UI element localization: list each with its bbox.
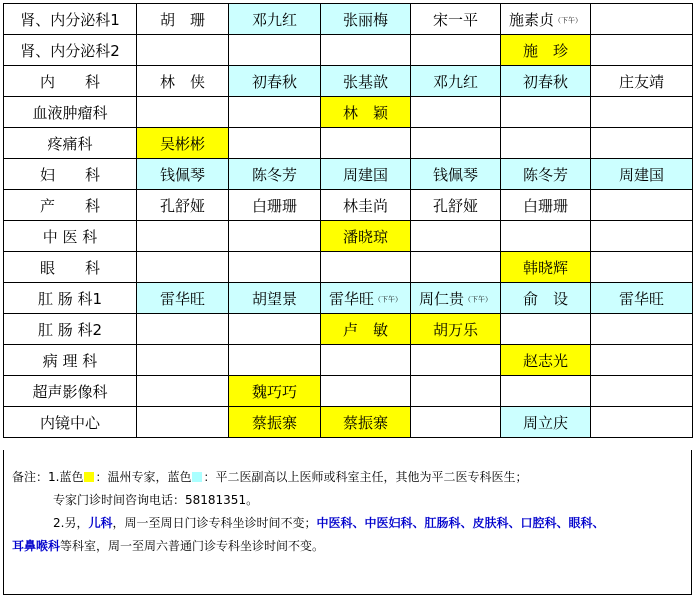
table-row (4, 314, 693, 345)
doctor-cell (321, 252, 411, 283)
doctor-cell (321, 221, 411, 252)
doctor-cell (229, 283, 321, 314)
doctor-cell (229, 252, 321, 283)
table-row (4, 376, 693, 407)
doctor-cell (137, 35, 229, 66)
table-row (4, 66, 693, 97)
doctor-name: 雷华旺 (618, 289, 664, 308)
doctor-name: 胡万乐 (432, 320, 478, 339)
doctor-cell (321, 4, 411, 35)
doctor-cell (411, 376, 501, 407)
doctor-name: 胡 珊 (159, 10, 205, 29)
doctor-name: 卢 敏 (342, 320, 388, 339)
yellow-swatch-icon (84, 472, 94, 482)
doctor-name: 施素贞 (508, 10, 554, 29)
note-highlight: 中医科、中医妇科、肛肠科、皮肤科、口腔科、眼科、 (316, 516, 605, 530)
doctor-cell (411, 221, 501, 252)
doctor-cell (321, 376, 411, 407)
schedule-sheet (3, 3, 692, 438)
department-cell: 内镜中心 (4, 407, 137, 438)
doctor-name: 初春秋 (251, 72, 297, 91)
doctor-name: 宋一平 (432, 10, 478, 29)
doctor-cell (501, 66, 591, 97)
doctor-name: 张丽梅 (342, 10, 388, 29)
afternoon-note: （下午） (464, 295, 492, 303)
note-line-1 (12, 466, 527, 489)
doctor-name: 韩晓辉 (522, 258, 568, 277)
department-cell: 肾、内分泌科2 (4, 35, 137, 66)
department-cell: 超声影像科 (4, 376, 137, 407)
doctor-name: 白珊珊 (522, 196, 568, 215)
doctor-name: 周建国 (618, 165, 664, 184)
table-row (4, 283, 693, 314)
doctor-cell (229, 314, 321, 345)
doctor-name: 林 侠 (159, 72, 205, 91)
doctor-name: 俞 设 (522, 289, 568, 308)
doctor-cell (321, 283, 411, 314)
doctor-cell (229, 97, 321, 128)
note-text: ：温州专家，蓝色 (95, 470, 192, 484)
department-cell: 肛 肠 科1 (4, 283, 137, 314)
doctor-cell (229, 190, 321, 221)
table-row (4, 4, 693, 35)
afternoon-note: （下午） (554, 16, 582, 24)
note-text: 专家门诊时间咨询电话：58181351。 (53, 493, 259, 507)
note-line-2 (53, 489, 258, 512)
doctor-name: 邓九红 (432, 72, 478, 91)
doctor-cell (229, 159, 321, 190)
note-text: 备注：1.蓝色 (12, 470, 84, 484)
doctor-cell (137, 97, 229, 128)
table-row (4, 128, 693, 159)
doctor-name: 潘晓琼 (342, 227, 388, 246)
table-row (4, 35, 693, 66)
note-text: ：平二医副高以上医师或科室主任，其他为平二医专科医生； (203, 470, 528, 484)
doctor-name: 钱佩琴 (159, 165, 205, 184)
doctor-cell (591, 190, 693, 221)
doctor-name: 钱佩琴 (432, 165, 478, 184)
doctor-cell (591, 283, 693, 314)
doctor-name: 蔡振寨 (342, 413, 388, 432)
department-cell: 妇 科 (4, 159, 137, 190)
doctor-name: 孔舒娅 (159, 196, 205, 215)
doctor-cell (321, 314, 411, 345)
doctor-name: 胡望景 (251, 289, 297, 308)
table-row (4, 345, 693, 376)
doctor-cell (591, 35, 693, 66)
doctor-cell (591, 376, 693, 407)
doctor-cell (501, 35, 591, 66)
doctor-cell (591, 314, 693, 345)
doctor-cell (501, 376, 591, 407)
doctor-cell (411, 97, 501, 128)
doctor-cell (411, 4, 501, 35)
cyan-swatch-icon (192, 472, 202, 482)
doctor-name: 邓九红 (251, 10, 297, 29)
doctor-name: 吴彬彬 (159, 134, 205, 153)
doctor-cell (321, 35, 411, 66)
doctor-cell (229, 35, 321, 66)
doctor-cell (137, 128, 229, 159)
doctor-cell (411, 128, 501, 159)
doctor-cell (137, 376, 229, 407)
doctor-cell (591, 97, 693, 128)
doctor-cell (229, 376, 321, 407)
doctor-cell (411, 314, 501, 345)
doctor-cell (501, 159, 591, 190)
doctor-cell (591, 345, 693, 376)
doctor-cell (411, 190, 501, 221)
doctor-cell (321, 159, 411, 190)
doctor-cell (229, 407, 321, 438)
doctor-name: 蔡振寨 (251, 413, 297, 432)
doctor-name: 孔舒娅 (432, 196, 478, 215)
doctor-cell (501, 97, 591, 128)
doctor-cell (137, 159, 229, 190)
doctor-name: 雷华旺 (328, 289, 374, 308)
doctor-cell (321, 66, 411, 97)
department-cell: 肾、内分泌科1 (4, 4, 137, 35)
schedule-body (4, 4, 693, 438)
doctor-name: 陈冬芳 (522, 165, 568, 184)
table-row (4, 252, 693, 283)
doctor-name: 林 颖 (342, 103, 388, 122)
doctor-cell (411, 252, 501, 283)
doctor-cell (501, 314, 591, 345)
doctor-cell (229, 66, 321, 97)
table-row (4, 190, 693, 221)
doctor-cell (591, 407, 693, 438)
doctor-cell (501, 283, 591, 314)
doctor-cell (229, 221, 321, 252)
doctor-cell (501, 407, 591, 438)
doctor-name: 周立庆 (522, 413, 568, 432)
doctor-cell (137, 252, 229, 283)
doctor-cell (411, 159, 501, 190)
note-text: ，周一至周日门诊专科坐诊时间不变； (112, 516, 317, 530)
note-text: 等科室，周一至周六普通门诊专科坐诊时间不变。 (60, 539, 325, 553)
doctor-cell (501, 252, 591, 283)
department-cell: 血液肿瘤科 (4, 97, 137, 128)
doctor-name: 魏巧巧 (251, 382, 297, 401)
doctor-name: 白珊珊 (251, 196, 297, 215)
doctor-cell (137, 345, 229, 376)
doctor-name: 庄友靖 (618, 72, 664, 91)
doctor-cell (229, 128, 321, 159)
schedule-table (3, 3, 693, 438)
doctor-cell (501, 345, 591, 376)
doctor-cell (411, 66, 501, 97)
department-cell: 疼痛科 (4, 128, 137, 159)
doctor-cell (591, 4, 693, 35)
doctor-cell (137, 190, 229, 221)
note-line-4 (12, 535, 324, 558)
note-line-3 (53, 512, 605, 535)
department-cell: 中 医 科 (4, 221, 137, 252)
department-cell: 产 科 (4, 190, 137, 221)
doctor-cell (137, 66, 229, 97)
doctor-name: 施 珍 (522, 41, 568, 60)
table-row (4, 97, 693, 128)
doctor-cell (411, 35, 501, 66)
doctor-cell (229, 345, 321, 376)
doctor-cell (411, 407, 501, 438)
doctor-cell (411, 283, 501, 314)
notes-box (3, 450, 692, 595)
doctor-cell (321, 190, 411, 221)
doctor-cell (137, 221, 229, 252)
table-row (4, 159, 693, 190)
doctor-cell (137, 314, 229, 345)
doctor-name: 周仁贵 (418, 289, 464, 308)
doctor-cell (501, 128, 591, 159)
doctor-cell (591, 221, 693, 252)
table-row (4, 407, 693, 438)
doctor-cell (591, 252, 693, 283)
doctor-name: 雷华旺 (159, 289, 205, 308)
doctor-cell (321, 345, 411, 376)
doctor-name: 陈冬芳 (251, 165, 297, 184)
department-cell: 肛 肠 科2 (4, 314, 137, 345)
department-cell: 病 理 科 (4, 345, 137, 376)
doctor-cell (137, 4, 229, 35)
doctor-name: 林圭尚 (342, 196, 388, 215)
doctor-name: 初春秋 (522, 72, 568, 91)
doctor-cell (501, 221, 591, 252)
afternoon-note: （下午） (374, 295, 402, 303)
doctor-cell (229, 4, 321, 35)
doctor-cell (591, 66, 693, 97)
department-cell: 内 科 (4, 66, 137, 97)
doctor-name: 周建国 (342, 165, 388, 184)
doctor-cell (591, 128, 693, 159)
doctor-cell (321, 97, 411, 128)
doctor-cell (501, 190, 591, 221)
note-highlight: 耳鼻喉科 (12, 539, 61, 553)
table-row (4, 221, 693, 252)
doctor-cell (321, 407, 411, 438)
doctor-cell (501, 4, 591, 35)
doctor-cell (137, 407, 229, 438)
doctor-cell (321, 128, 411, 159)
note-highlight: 儿科 (88, 516, 113, 530)
doctor-cell (591, 159, 693, 190)
doctor-cell (411, 345, 501, 376)
doctor-name: 赵志光 (522, 351, 568, 370)
doctor-name: 张基歆 (342, 72, 388, 91)
department-cell: 眼 科 (4, 252, 137, 283)
doctor-cell (137, 283, 229, 314)
note-text: 2.另， (53, 516, 89, 530)
